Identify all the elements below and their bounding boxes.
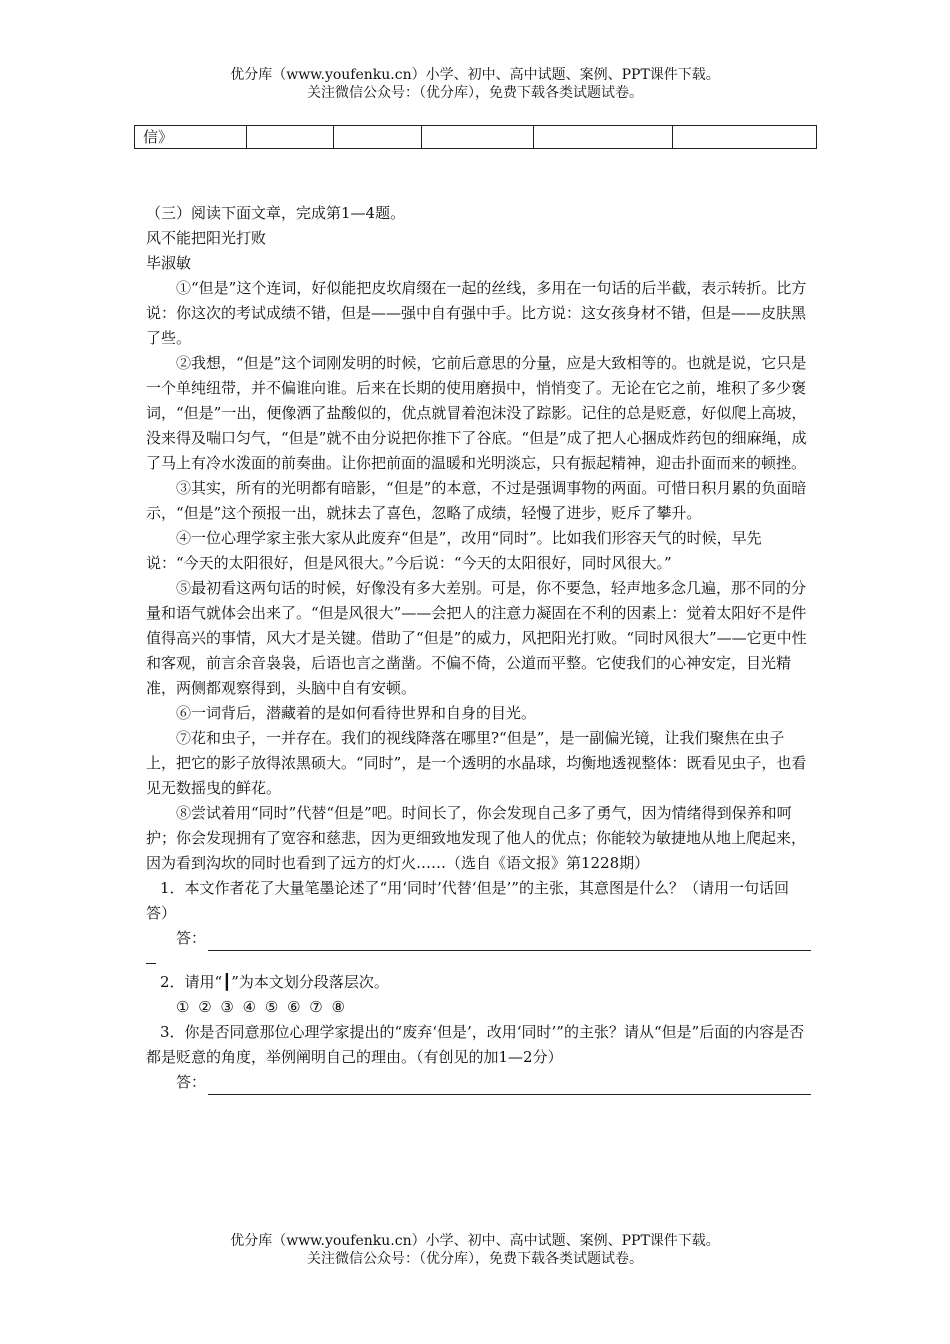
footer-line-2: 关注微信公众号：（优分库），免费下载各类试题试卷。 xyxy=(307,1251,643,1267)
table-cell xyxy=(334,126,422,149)
header-line-2: 关注微信公众号：（优分库），免费下载各类试题试卷。 xyxy=(307,85,643,101)
answer-line-1[interactable] xyxy=(146,926,811,951)
paragraph-1: ①“但是”这个连词，好似能把皮坎肩缀在一起的丝线，多用在一句话的后半截，表示转折。比方说：你这次的考试成绩不错，但是——强中自有强中手。比方说：这女孩身材不错，但是——皮肤黑了些。 xyxy=(146,279,807,347)
section-intro: （三）阅读下面文章，完成第1—4题。 xyxy=(146,204,406,222)
table-cell xyxy=(673,126,817,149)
answer-blank-continuation xyxy=(146,951,156,964)
answer-line-3[interactable] xyxy=(146,1070,811,1095)
question-1: 1．本文作者花了大量笔墨论述了“用‘同时’代替‘但是’”的主张，其意图是什么？（请用一句话回答） xyxy=(146,879,789,922)
paragraph-numbers: ① ② ③ ④ ⑤ ⑥ ⑦ ⑧ xyxy=(176,998,347,1016)
article-title: 风不能把阳光打败 xyxy=(146,229,267,247)
reading-section xyxy=(146,201,811,1095)
paragraph-6: ⑥一词背后，潜藏着的是如何看待世界和自身的目光。 xyxy=(176,704,537,722)
footer-line-1: 优分库（www.youfenku.cn）小学、初中、高中试题、案例、PPT课件下载。 xyxy=(230,1233,720,1249)
page-footer xyxy=(0,1232,950,1268)
table-row xyxy=(135,126,817,149)
answer-label: 答： xyxy=(176,1073,207,1091)
paragraph-8: ⑧尝试着用“同时”代替“但是”吧。时间长了，你会发现自己多了勇气，因为情绪得到保养和呵护；你会发现拥有了宽容和慈悲，因为更细致地发现了他人的优点；你能较为敏捷地从地上爬起来，因为看到沟坎的同时也看到了远方的灯火……（选自《语文报》第1228期） xyxy=(146,804,807,872)
article-author: 毕淑敏 xyxy=(146,254,192,272)
answer-blank[interactable] xyxy=(208,932,811,951)
answer-blank[interactable] xyxy=(208,1076,811,1095)
table-cell xyxy=(247,126,334,149)
paragraph-4: ④一位心理学家主张大家从此废弃“但是”，改用“同时”。比如我们形容天气的时候，早先说：“今天的太阳很好，但是风很大。”今后说：“今天的太阳很好，同时风很大。” xyxy=(146,529,762,572)
table-fragment xyxy=(134,125,817,149)
question-2: 2．请用“┃”为本文划分段落层次。 xyxy=(160,973,389,991)
paragraph-3: ③其实，所有的光明都有暗影，“但是”的本意，不过是强调事物的两面。可惜日积月累的负面暗示，“但是”这个预报一出，就抹去了喜色，忽略了成绩，轻慢了进步，贬斥了攀升。 xyxy=(146,479,807,522)
page-header xyxy=(0,66,950,102)
table-cell xyxy=(422,126,534,149)
answer-label: 答： xyxy=(176,929,207,947)
paragraph-7: ⑦花和虫子，一并存在。我们的视线降落在哪里?“但是”，是一副偏光镜，让我们聚焦在虫子上，把它的影子放得浓黑硕大。“同时”，是一个透明的水晶球，均衡地透视整体：既看见虫子，也看见无数摇曳的鲜花。 xyxy=(146,729,807,797)
paragraph-2: ②我想，“但是”这个词刚发明的时候，它前后意思的分量，应是大致相等的。也就是说，它只是一个单纯纽带，并不偏谁向谁。后来在长期的使用磨损中，悄悄变了。无论在它之前，堆积了多少褒词，“但是”一出，便像洒了盐酸似的，优点就冒着泡沫没了踪影。记住的总是贬意，好似爬上高坡，没来得及喘口匀气，“但是”就不由分说把你推下了谷底。“但是”成了把人心捆成炸药包的细麻绳，成了马上有冷水泼面的前奏曲。让你把前面的温暖和光明淡忘，只有振起精神，迎击扑面而来的顿挫。 xyxy=(146,354,807,472)
table-cell: 信》 xyxy=(135,126,247,149)
paragraph-5: ⑤最初看这两句话的时候，好像没有多大差别。可是，你不要急，轻声地多念几遍，那不同的分量和语气就体会出来了。“但是风很大”——会把人的注意力凝固在不利的因素上：觉着太阳好不是件值得高兴的事情，风大才是关键。借助了“但是”的威力，风把阳光打败。“同时风很大”——它更中性和客观，前言余音袅袅，后语也言之凿凿。不偏不倚，公道而平整。它使我们的心神安定，目光精准，两侧都观察得到，头脑中自有安顿。 xyxy=(146,579,807,697)
table-cell xyxy=(534,126,673,149)
header-line-1: 优分库（www.youfenku.cn）小学、初中、高中试题、案例、PPT课件下载。 xyxy=(230,67,720,83)
question-3: 3．你是否同意那位心理学家提出的“废弃‘但是’，改用‘同时’”的主张？请从“但是”后面的内容是否都是贬意的角度，举例阐明自己的理由。（有创见的加1—2分） xyxy=(146,1023,805,1066)
